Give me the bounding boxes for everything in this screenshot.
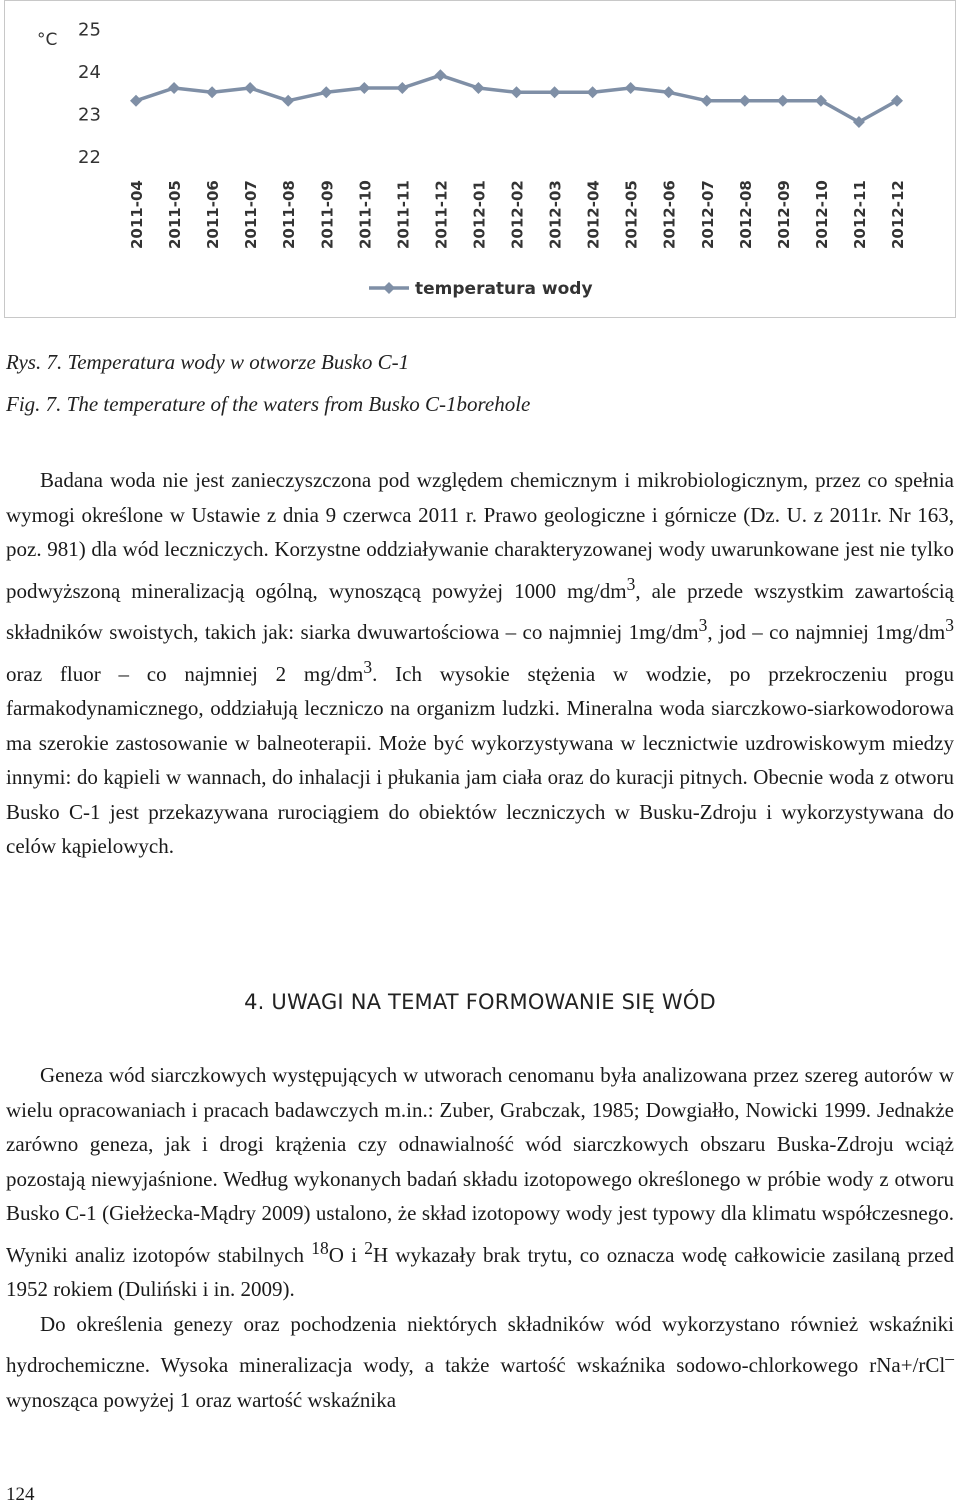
data-point	[396, 82, 408, 94]
y-tick-label: 22	[78, 147, 101, 168]
data-point	[358, 82, 370, 94]
paragraph-text: H wykazały brak trytu, co oznacza wodę całkowicie zasilaną przed 1952 rokiem (Duliński i in. 2009).	[6, 1242, 954, 1301]
x-tick-label: 2011-08	[280, 180, 299, 249]
x-tick-label: 2011-11	[394, 180, 413, 249]
page-number: 124	[6, 1484, 35, 1505]
x-tick-label: 2012-07	[698, 180, 717, 249]
y-tick-label: 25	[78, 19, 101, 41]
legend-marker	[383, 282, 395, 294]
paragraph-text: Geneza wód siarczkowych występujących w utworach cenomanu była analizowana przez szereg autorów w wielu opracowaniach i pracach badawczych m.in.: Zuber, Grabczak, 1985; Dowgiałło, Nowicki 1999. Jednakże zarówno geneza, jak i drogi krążenia czy odnawialność wód siarczkowych obszaru Buska-Zdroju wciąż pozostają niewyjaśnione. Według wykonanych badań składu izotopowego określonego w próbie wody z otworu Busko C-1 (Giełżecka-Mądry 2009) ustalono, że skład izotopowy wody jest typowy dla klimatu współczesnego. Wyniki analiz izotopów stabilnych	[6, 1063, 954, 1267]
paragraph-text: O i	[328, 1242, 365, 1267]
data-point	[777, 95, 789, 107]
paragraph-text: wynosząca powyżej 1 oraz wartość wskaźnika	[6, 1387, 397, 1412]
x-tick-label: 2011-05	[166, 180, 185, 249]
data-point	[320, 86, 332, 98]
paragraph-text: , jod – co najmniej 1mg/dm	[707, 620, 946, 644]
x-tick-label: 2011-07	[242, 180, 261, 249]
data-point	[244, 82, 256, 94]
x-tick-label: 2012-10	[812, 180, 831, 249]
x-tick-label: 2011-10	[356, 180, 375, 249]
x-tick-label: 2012-09	[774, 180, 793, 249]
superscript: 3	[363, 656, 373, 677]
x-tick-label: 2012-02	[508, 180, 527, 249]
figure-caption-en: Fig. 7. The temperature of the waters from Busko C-1borehole	[6, 392, 531, 416]
y-tick-label: 24	[78, 62, 101, 83]
x-tick-label: 2012-08	[736, 180, 755, 249]
data-point	[434, 69, 446, 81]
superscript: 3	[945, 615, 955, 635]
data-point	[206, 86, 218, 98]
chart-canvas	[5, 1, 957, 319]
data-point	[701, 95, 713, 107]
x-tick-label: 2011-12	[432, 180, 451, 249]
x-tick-label: 2012-03	[546, 180, 565, 249]
x-tick-label: 2011-04	[128, 180, 146, 249]
superscript: –	[945, 1348, 954, 1368]
paragraph-text: Badana woda nie jest zanieczyszczona pod względem chemicznym i mikrobiologicznym, przez co spełnia wymogi określone w Ustawie z dnia 9 czerwca 2011 r. Prawo geologiczne i górnicze (Dz. U. z 2011r. Nr 163, poz. 981) dla wód leczniczych. Korzystne oddziaływanie charakteryzowanej wody uwarunkowane jest nie tylko podwyższoną mineralizacją ogólną, wynoszącą powyżej 1000 mg/dm	[6, 468, 954, 603]
paragraph-text: Do określenia genezy oraz pochodzenia niektórych składników wód wykorzystano również wskaźniki hydrochemiczne. Wysoka mineralizacja wody, a także wartość wskaźnika sodowo-chlorkowego rNa+/rCl	[6, 1311, 954, 1377]
x-tick-label: 2012-11	[850, 180, 869, 249]
superscript: 18	[311, 1237, 329, 1258]
superscript: 3	[626, 573, 636, 594]
data-point	[739, 95, 751, 107]
figure-caption-pl: Rys. 7. Temperatura wody w otworze Busko C-1	[6, 350, 410, 374]
legend-label: temperatura wody	[415, 279, 593, 299]
x-tick-label: 2012-12	[889, 180, 907, 249]
paragraph-text: . Ich wysokie stężenia w wodzie, po przekroczeniu progu farmakodynamicznego, oddziałują leczniczo na organizm ludzki. Mineralna woda siarczkowo-siarkowodorowa ma szerokie zastosowanie w balneoterapii. Może być wykorzystywana w lecznictwie uzdrowiskowym miedzy innymi: do kąpieli w wannach, do inhalacji i płukania jam ciała oraz do kuracji pitnych. Obecnie woda z otworu Busko C-1 jest przekazywana rurociągiem do obiektów leczniczych w Busku-Zdroju i wykorzystywana do celów kąpielowych.	[6, 661, 954, 858]
y-axis-label: °C	[37, 30, 58, 50]
paragraph-text: , ale przede wszystkim zawartością składników swoistych, takich jak: siarka dwuwartościowa – co najmniej 1mg/dm	[6, 578, 955, 644]
data-point	[625, 82, 637, 94]
data-point	[511, 86, 523, 98]
x-tick-label: 2012-01	[470, 180, 489, 249]
y-tick-label: 23	[78, 104, 101, 126]
paragraph-genesis	[6, 1058, 954, 1417]
data-point	[663, 86, 675, 98]
x-tick-label: 2012-05	[622, 180, 641, 249]
data-point	[282, 95, 294, 107]
data-point	[168, 82, 180, 94]
x-tick-label: 2011-09	[318, 180, 337, 249]
superscript: 2	[364, 1237, 373, 1258]
data-point	[549, 86, 561, 98]
x-tick-label: 2011-06	[204, 180, 223, 249]
data-point	[130, 95, 142, 107]
data-point	[587, 86, 599, 98]
data-point	[472, 82, 484, 94]
superscript: 3	[698, 615, 708, 635]
x-tick-label: 2012-06	[660, 180, 679, 249]
paragraph-water-quality	[6, 463, 954, 864]
paragraph-text: oraz fluor – co najmniej 2 mg/dm	[6, 661, 364, 686]
section-heading: 4. UWAGI NA TEMAT FORMOWANIE SIĘ WÓD	[244, 990, 716, 1014]
x-tick-label: 2012-04	[584, 180, 603, 249]
temperature-chart	[4, 0, 956, 318]
